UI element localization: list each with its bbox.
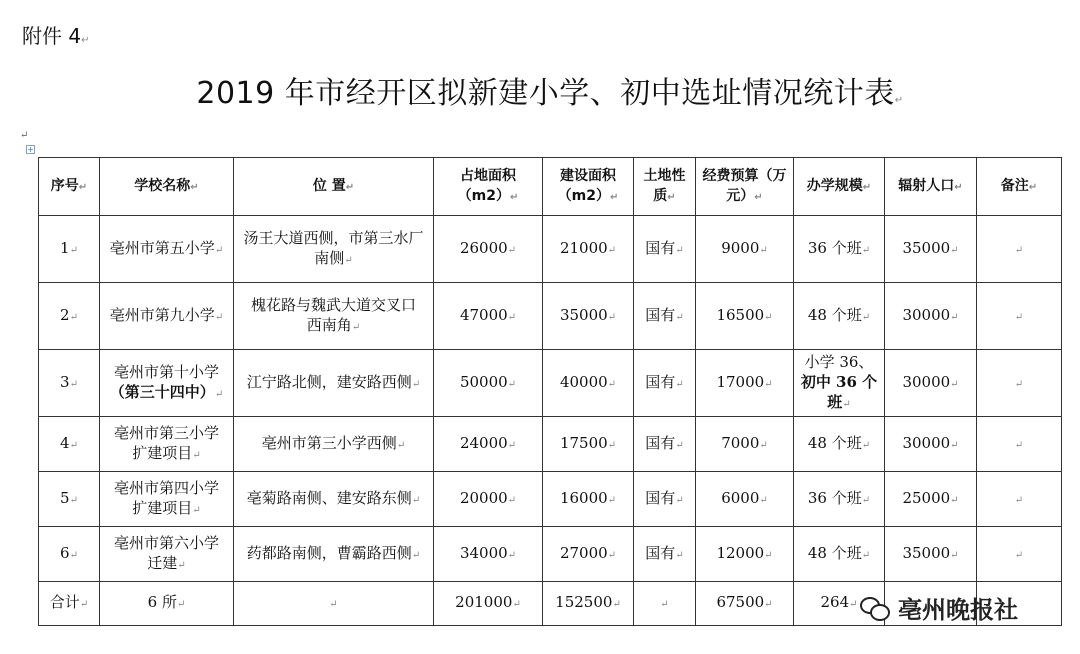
row-population: 30000↵ bbox=[885, 283, 977, 350]
row-land-area: 34000↵ bbox=[434, 527, 543, 582]
table-row bbox=[39, 283, 1062, 350]
total-budget: 67500↵ bbox=[696, 582, 794, 626]
col-header-scale: 办学规模↵ bbox=[794, 158, 885, 216]
table-row bbox=[39, 417, 1062, 472]
wechat-icon bbox=[860, 595, 890, 619]
row-land-area: 26000↵ bbox=[434, 216, 543, 283]
row-school-name: 亳州市第四小学 扩建项目↵ bbox=[100, 472, 234, 527]
row-population: 30000↵ bbox=[885, 417, 977, 472]
col-header-note: 备注↵ bbox=[977, 158, 1062, 216]
row-note: ↵ bbox=[977, 216, 1062, 283]
row-no: 1↵ bbox=[39, 216, 100, 283]
row-budget: 17000↵ bbox=[696, 350, 794, 417]
row-note: ↵ bbox=[977, 472, 1062, 527]
row-school-name: 亳州市第六小学 迁建↵ bbox=[100, 527, 234, 582]
watermark bbox=[860, 587, 1060, 627]
row-scale: 36 个班↵ bbox=[794, 472, 885, 527]
site-selection-table bbox=[38, 157, 1062, 626]
row-build-area: 17500↵ bbox=[543, 417, 634, 472]
row-population: 35000↵ bbox=[885, 216, 977, 283]
document-title: 2019 年市经开区拟新建小学、初中选址情况统计表↵ bbox=[196, 76, 904, 111]
row-scale: 48 个班↵ bbox=[794, 283, 885, 350]
col-header-no: 序号↵ bbox=[39, 158, 100, 216]
row-land-type: 国有↵ bbox=[634, 283, 696, 350]
row-budget: 7000↵ bbox=[696, 417, 794, 472]
row-population: 30000↵ bbox=[885, 350, 977, 417]
table-row bbox=[39, 350, 1062, 417]
row-no: 2↵ bbox=[39, 283, 100, 350]
row-land-type: 国有↵ bbox=[634, 417, 696, 472]
total-scale: 264↵ bbox=[794, 582, 885, 626]
col-header-population: 辐射人口↵ bbox=[885, 158, 977, 216]
row-build-area: 35000↵ bbox=[543, 283, 634, 350]
total-land-type: ↵ bbox=[634, 582, 696, 626]
row-school-name: 亳州市第三小学 扩建项目↵ bbox=[100, 417, 234, 472]
row-school-name: 亳州市第五小学↵ bbox=[100, 216, 234, 283]
total-land-area: 201000↵ bbox=[434, 582, 543, 626]
row-land-area: 47000↵ bbox=[434, 283, 543, 350]
row-scale: 小学 36、 初中 36 个班↵ bbox=[794, 350, 885, 417]
row-land-area: 50000↵ bbox=[434, 350, 543, 417]
total-schools: 6 所↵ bbox=[100, 582, 234, 626]
row-build-area: 40000↵ bbox=[543, 350, 634, 417]
row-budget: 6000↵ bbox=[696, 472, 794, 527]
col-header-school-name: 学校名称↵ bbox=[100, 158, 234, 216]
row-build-area: 27000↵ bbox=[543, 527, 634, 582]
row-school-name: 亳州市第十小学 （第三十四中）↵ bbox=[100, 350, 234, 417]
row-land-type: 国有↵ bbox=[634, 527, 696, 582]
row-budget: 12000↵ bbox=[696, 527, 794, 582]
row-no: 5↵ bbox=[39, 472, 100, 527]
row-land-area: 20000↵ bbox=[434, 472, 543, 527]
row-location: 汤王大道西侧，市第三水厂 南侧↵ bbox=[234, 216, 434, 283]
total-label: 合计↵ bbox=[39, 582, 100, 626]
row-land-type: 国有↵ bbox=[634, 350, 696, 417]
row-land-type: 国有↵ bbox=[634, 216, 696, 283]
row-location: 江宁路北侧，建安路西侧↵ bbox=[234, 350, 434, 417]
row-location: 亳州市第三小学西侧↵ bbox=[234, 417, 434, 472]
row-budget: 16500↵ bbox=[696, 283, 794, 350]
row-budget: 9000↵ bbox=[696, 216, 794, 283]
table-row bbox=[39, 472, 1062, 527]
table-row bbox=[39, 527, 1062, 582]
total-location: ↵ bbox=[234, 582, 434, 626]
row-build-area: 16000↵ bbox=[543, 472, 634, 527]
row-note: ↵ bbox=[977, 527, 1062, 582]
row-no: 6↵ bbox=[39, 527, 100, 582]
col-header-land-area: 占地面积（m2）↵ bbox=[434, 158, 543, 216]
col-header-build-area: 建设面积（m2）↵ bbox=[543, 158, 634, 216]
table-header-row bbox=[39, 158, 1062, 216]
row-scale: 48 个班↵ bbox=[794, 527, 885, 582]
attachment-label: 附件 4↵ bbox=[22, 24, 90, 48]
total-build-area: 152500↵ bbox=[543, 582, 634, 626]
row-scale: 36 个班↵ bbox=[794, 216, 885, 283]
row-population: 25000↵ bbox=[885, 472, 977, 527]
paragraph-mark: ↵ bbox=[20, 130, 29, 141]
watermark-text: 亳州晚报社 bbox=[898, 595, 1018, 624]
row-no: 3↵ bbox=[39, 350, 100, 417]
row-note: ↵ bbox=[977, 417, 1062, 472]
row-school-name: 亳州市第九小学↵ bbox=[100, 283, 234, 350]
row-location: 药都路南侧，曹霸路西侧↵ bbox=[234, 527, 434, 582]
col-header-budget: 经费预算（万元）↵ bbox=[696, 158, 794, 216]
row-land-area: 24000↵ bbox=[434, 417, 543, 472]
row-scale: 48 个班↵ bbox=[794, 417, 885, 472]
row-location: 槐花路与魏武大道交叉口 西南角↵ bbox=[234, 283, 434, 350]
row-land-type: 国有↵ bbox=[634, 472, 696, 527]
row-location: 亳菊路南侧、建安路东侧↵ bbox=[234, 472, 434, 527]
table-row bbox=[39, 216, 1062, 283]
col-header-location: 位 置↵ bbox=[234, 158, 434, 216]
row-build-area: 21000↵ bbox=[543, 216, 634, 283]
col-header-land-type: 土地性质↵ bbox=[634, 158, 696, 216]
row-note: ↵ bbox=[977, 350, 1062, 417]
row-no: 4↵ bbox=[39, 417, 100, 472]
row-note: ↵ bbox=[977, 283, 1062, 350]
row-population: 35000↵ bbox=[885, 527, 977, 582]
table-move-handle-icon[interactable]: + bbox=[27, 145, 34, 154]
